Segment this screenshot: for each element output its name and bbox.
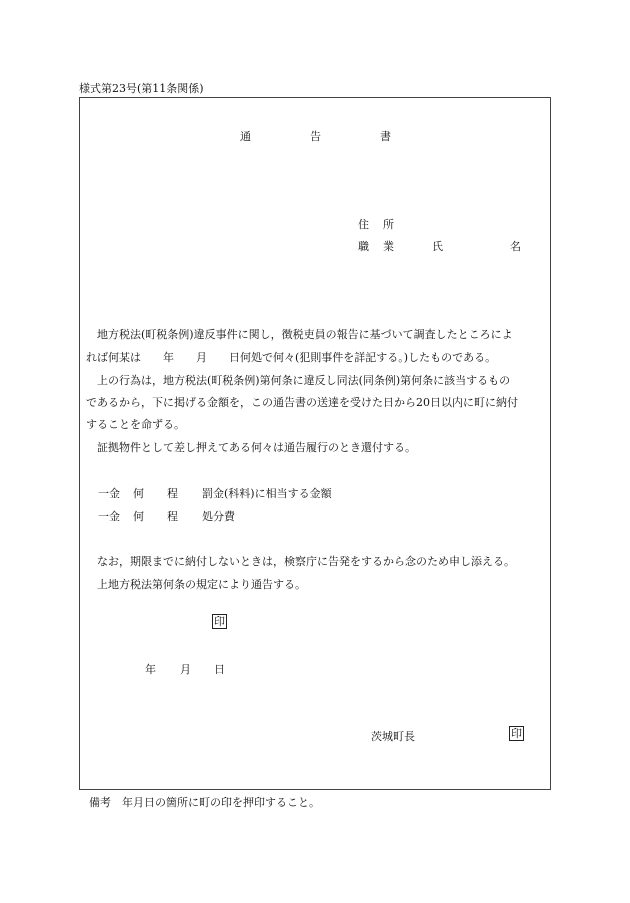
body-para1-line1: 地方税法(町税条例)違反事件に関し，徴税吏員の報告に基づいて調査したところによ bbox=[86, 328, 513, 341]
amount-1-cheng: 程 bbox=[167, 487, 178, 500]
name-label-2: 名 bbox=[510, 240, 521, 253]
date-year: 年 bbox=[145, 663, 156, 676]
closing-line2: 上地方税法第何条の規定により通告する。 bbox=[86, 578, 306, 591]
seal-char: 印 bbox=[511, 727, 522, 740]
body-para3: 証拠物件として差し押えてある何々は通告履行のとき還付する。 bbox=[86, 441, 416, 454]
body-para1-line2: れば何某は 年 月 日何処で何々(犯則事件を詳記する。)したものである。 bbox=[86, 351, 497, 364]
remarks-note: 備考 年月日の箇所に町の印を押印すること。 bbox=[89, 796, 320, 809]
address-label-1: 住 bbox=[358, 218, 369, 231]
seal-char: 印 bbox=[214, 615, 225, 628]
closing-line1: なお，期限までに納付しないときは，検察庁に告発をするから念のため申し添える。 bbox=[86, 555, 515, 568]
amount-2-he: 何 bbox=[133, 510, 144, 523]
body-para2-line3: することを命ずる。 bbox=[86, 418, 185, 431]
occupation-label-1: 職 bbox=[358, 240, 369, 253]
date-month: 月 bbox=[180, 663, 191, 676]
amount-2-desc: 処分費 bbox=[202, 510, 235, 523]
amount-1-prefix: 一金 bbox=[98, 487, 120, 500]
seal-mark-issuer bbox=[509, 726, 524, 741]
title-char-1: 通 bbox=[240, 130, 251, 143]
address-label-2: 所 bbox=[383, 218, 394, 231]
form-number: 様式第23号(第11条関係) bbox=[79, 82, 204, 95]
title-char-3: 書 bbox=[380, 130, 391, 143]
title-char-2: 告 bbox=[310, 130, 321, 143]
issuer-name: 茨城町長 bbox=[371, 730, 415, 743]
amount-2-prefix: 一金 bbox=[98, 510, 120, 523]
amount-1-desc: 罰金(科料)に相当する金額 bbox=[202, 487, 332, 500]
name-label-1: 氏 bbox=[432, 240, 443, 253]
amount-1-he: 何 bbox=[133, 487, 144, 500]
amount-2-cheng: 程 bbox=[167, 510, 178, 523]
body-para2-line2: であるから，下に掲げる金額を，この通告書の送達を受けた日から20日以内に町に納付 bbox=[86, 396, 518, 409]
seal-mark-middle bbox=[212, 614, 227, 629]
occupation-label-2: 業 bbox=[383, 240, 394, 253]
body-para2-line1: 上の行為は，地方税法(町税条例)第何条に違反し同法(同条例)第何条に該当するもの bbox=[86, 374, 511, 387]
date-day: 日 bbox=[214, 663, 225, 676]
